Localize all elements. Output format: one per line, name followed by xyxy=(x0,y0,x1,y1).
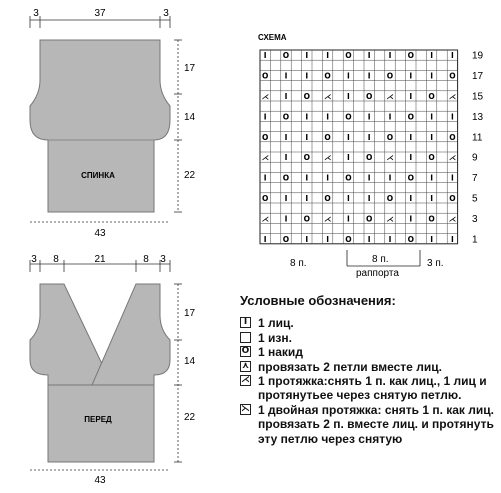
chart-stitch-symbol: O xyxy=(449,193,456,203)
chart-stitch-symbol: O xyxy=(407,173,414,183)
front-dim-right-1: 14 xyxy=(184,356,196,367)
chart-stitch-symbol: I xyxy=(326,173,329,183)
chart-stitch-symbol: I xyxy=(409,153,413,163)
front-dim-right-0: 17 xyxy=(184,308,196,319)
chart-stitch-symbol: ⋌ xyxy=(323,214,332,224)
back-dim-right-0: 17 xyxy=(184,63,196,74)
chart-stitch-symbol: O xyxy=(386,193,394,203)
chart-stitch-symbol: I xyxy=(305,71,309,81)
sk2p-icon: ⋋ xyxy=(241,403,250,414)
chart-stitch-symbol: O xyxy=(345,112,352,122)
back-dim-right-2: 22 xyxy=(184,170,196,181)
legend-item-yarnover xyxy=(240,345,498,359)
chart-stitch-symbol: I xyxy=(347,132,350,142)
back-dim-top-0: 3 xyxy=(33,8,39,19)
legend-text-purl: 1 изн. xyxy=(258,330,292,345)
chart-title: СХЕМА xyxy=(258,33,287,42)
legend-item-purl xyxy=(240,331,498,345)
chart-stitch-symbol: I xyxy=(367,132,371,142)
chart-stitch-symbol: I xyxy=(284,71,288,81)
chart-stitch-symbol: I xyxy=(430,51,433,61)
chart-stitch-symbol: I xyxy=(409,132,413,142)
legend-text-skp: 1 протяжка:снять 1 п. как лиц., 1 лиц и протянутьее через снятую петлю. xyxy=(258,374,487,403)
chart-row-number: 11 xyxy=(472,132,483,144)
yarnover-icon: O xyxy=(241,346,250,357)
chart-stitch-symbol: I xyxy=(263,173,267,183)
legend-text-k2tog: провязать 2 петли вместе лиц. xyxy=(258,359,442,374)
chart-stitch-symbol: O xyxy=(324,132,331,142)
chart-row-number: 7 xyxy=(472,173,478,185)
chart-stitch-symbol: O xyxy=(303,153,310,163)
chart-stitch-symbol: I xyxy=(388,234,392,244)
chart-stitch-symbol: I xyxy=(263,112,267,122)
chart-stitch-symbol: ⋌ xyxy=(386,153,394,163)
chart-stitch-symbol: O xyxy=(407,234,414,244)
chart-stitch-symbol: O xyxy=(262,132,269,142)
legend-text-sk2p: 1 двойная протяжка: снять 1 п. как лиц. провязать 2 п. вместе лиц. и протянуть эту петлю через снятую xyxy=(258,402,494,446)
back-piece xyxy=(30,8,196,239)
chart-stitch-symbol: I xyxy=(367,71,371,81)
chart-stitch-symbol: I xyxy=(430,132,433,142)
chart-stitch-symbol: O xyxy=(282,112,290,122)
chart-grid xyxy=(260,50,458,244)
chart-stitch-symbol: I xyxy=(284,214,288,224)
chart-stitch-symbol: O xyxy=(345,51,352,61)
chart-below-right: 3 п. xyxy=(427,258,444,269)
front-dim-right-2: 22 xyxy=(184,412,196,423)
chart-row-number: 9 xyxy=(472,152,478,164)
back-dim-top-1: 37 xyxy=(94,8,106,19)
chart-stitch-symbol: I xyxy=(367,173,371,183)
chart-stitch-symbol: O xyxy=(282,173,290,183)
chart-row-numbers xyxy=(472,51,484,246)
chart-stitch-symbol: I xyxy=(326,234,329,244)
chart-stitch-symbol: I xyxy=(367,234,371,244)
legend xyxy=(240,294,498,446)
chart-stitch-symbol: O xyxy=(407,112,414,122)
front-label: ПЕРЕД xyxy=(84,415,112,424)
front-right-shape xyxy=(92,284,170,385)
chart-stitch-symbol: ⋌ xyxy=(386,91,394,101)
chart-row-number: 15 xyxy=(472,91,484,103)
chart-stitch-symbol: I xyxy=(430,173,433,183)
chart-stitch-symbol: I xyxy=(409,91,413,101)
chart-stitch-symbol: I xyxy=(388,173,392,183)
chart-stitch-symbol: O xyxy=(324,71,331,81)
purl-icon xyxy=(240,332,251,343)
back-label: СПИНКА xyxy=(81,171,115,180)
chart-stitch-symbol: O xyxy=(282,234,290,244)
legend-text-yarnover: 1 накид xyxy=(258,345,303,360)
chart-row-number: 17 xyxy=(472,71,484,83)
chart-stitch-symbol: I xyxy=(409,214,413,224)
chart-stitch-symbol: I xyxy=(263,234,267,244)
chart-stitch-symbol: I xyxy=(388,51,392,61)
chart-below-mid: 8 п. xyxy=(372,254,389,265)
chart-stitch-symbol: O xyxy=(449,71,456,81)
chart-stitch-symbol: ⋌ xyxy=(386,214,394,224)
chart-stitch-symbol: O xyxy=(366,214,373,224)
chart-stitch-symbol: I xyxy=(284,132,288,142)
chart-stitch-symbol: O xyxy=(449,132,456,142)
chart-stitch-symbol: O xyxy=(366,153,373,163)
chart-stitch-symbol: ⋌ xyxy=(448,153,457,163)
chart-stitch-symbol: O xyxy=(386,132,394,142)
knit-icon: I xyxy=(240,317,251,328)
chart-stitch-symbol: O xyxy=(262,193,269,203)
chart-row-number: 3 xyxy=(472,213,478,225)
chart-stitch-symbol: I xyxy=(430,71,433,81)
chart-stitch-symbol: I xyxy=(430,193,433,203)
legend-text-knit: 1 лиц. xyxy=(258,316,294,331)
chart-stitch-symbol: I xyxy=(430,234,433,244)
chart-stitch-symbol: I xyxy=(305,234,309,244)
chart-stitch-symbol: I xyxy=(367,193,371,203)
chart-stitch-symbol: ⋌ xyxy=(261,153,269,163)
chart-stitch-symbol: I xyxy=(347,71,350,81)
chart-stitch-symbol: I xyxy=(305,173,309,183)
chart-stitch-symbol: ⋌ xyxy=(323,91,332,101)
chart-stitch-symbol: O xyxy=(262,71,269,81)
chart-stitch-symbol: I xyxy=(347,91,350,101)
chart-stitch-symbol: I xyxy=(263,51,267,61)
chart-stitch-symbol: ⋌ xyxy=(261,91,269,101)
chart-stitch-symbol: I xyxy=(451,173,454,183)
chart-stitch-symbol: O xyxy=(386,71,394,81)
chart-stitch-symbol: I xyxy=(451,112,454,122)
chart-stitch-symbol: I xyxy=(451,234,454,244)
chart-below-left: 8 п. xyxy=(290,258,307,269)
chart-stitch-symbol: I xyxy=(388,112,392,122)
chart-stitch-symbol: O xyxy=(428,153,435,163)
chart-stitch-symbol: ⋌ xyxy=(261,214,269,224)
chart-stitch-symbol: O xyxy=(345,234,352,244)
front-piece xyxy=(30,254,196,486)
chart-stitch-symbol: O xyxy=(428,214,435,224)
chart-stitch-symbol: O xyxy=(324,193,331,203)
back-dim-top-2: 3 xyxy=(163,8,169,19)
front-dim-top-3: 8 xyxy=(143,254,149,265)
chart-stitch-symbol: I xyxy=(409,71,413,81)
stitch-chart xyxy=(258,33,484,279)
chart-stitch-symbol: I xyxy=(347,153,350,163)
back-dim-bottom: 43 xyxy=(94,228,106,239)
chart-stitch-symbol: O xyxy=(366,91,373,101)
front-dim-top-4: 3 xyxy=(160,254,166,265)
chart-stitch-symbol: O xyxy=(345,173,352,183)
chart-stitch-symbol: O xyxy=(407,51,414,61)
chart-stitch-symbol: O xyxy=(428,91,435,101)
chart-stitch-symbol: I xyxy=(326,51,329,61)
chart-stitch-symbol: O xyxy=(282,51,290,61)
legend-item-sk2p xyxy=(240,403,498,446)
front-dim-top-1: 8 xyxy=(53,254,59,265)
legend-item-knit xyxy=(240,316,498,330)
chart-stitch-symbol: I xyxy=(347,193,350,203)
front-dim-bottom: 43 xyxy=(94,475,106,486)
chart-stitch-symbol: I xyxy=(305,132,309,142)
chart-rapport: раппорта xyxy=(356,268,399,279)
chart-stitch-symbol: I xyxy=(409,193,413,203)
legend-item-k2tog xyxy=(240,360,498,374)
back-dim-right-1: 14 xyxy=(184,112,196,123)
chart-row-number: 5 xyxy=(472,193,478,205)
chart-stitch-symbol: I xyxy=(284,91,288,101)
chart-stitch-symbol: ⋌ xyxy=(448,214,457,224)
chart-stitch-symbol: O xyxy=(303,214,310,224)
chart-stitch-symbol: I xyxy=(451,51,454,61)
chart-stitch-symbol: I xyxy=(305,112,309,122)
skp-icon: ⋌ xyxy=(241,375,250,386)
back-shape xyxy=(30,40,170,212)
chart-stitch-symbol: I xyxy=(305,51,309,61)
chart-stitch-symbol: O xyxy=(303,91,310,101)
k2tog-icon: ⋏ xyxy=(241,360,250,371)
chart-row-number: 1 xyxy=(472,234,478,246)
chart-stitch-symbol: I xyxy=(305,193,309,203)
chart-row-number: 19 xyxy=(472,50,484,62)
chart-row-number: 13 xyxy=(472,111,484,123)
chart-stitch-symbol: I xyxy=(367,51,371,61)
chart-stitch-symbol: I xyxy=(326,112,329,122)
chart-stitch-symbol: I xyxy=(430,112,433,122)
chart-stitch-symbol: ⋌ xyxy=(323,153,332,163)
chart-stitch-symbol: ⋌ xyxy=(448,91,457,101)
chart-stitch-symbol: I xyxy=(347,214,350,224)
legend-item-skp xyxy=(240,374,498,403)
front-dim-top-2: 21 xyxy=(94,254,106,265)
front-dim-top-0: 3 xyxy=(31,254,37,265)
legend-title: Условные обозначения: xyxy=(240,293,396,308)
chart-stitch-symbol: I xyxy=(284,193,288,203)
chart-stitch-symbol: I xyxy=(367,112,371,122)
chart-stitch-symbol: I xyxy=(284,153,288,163)
